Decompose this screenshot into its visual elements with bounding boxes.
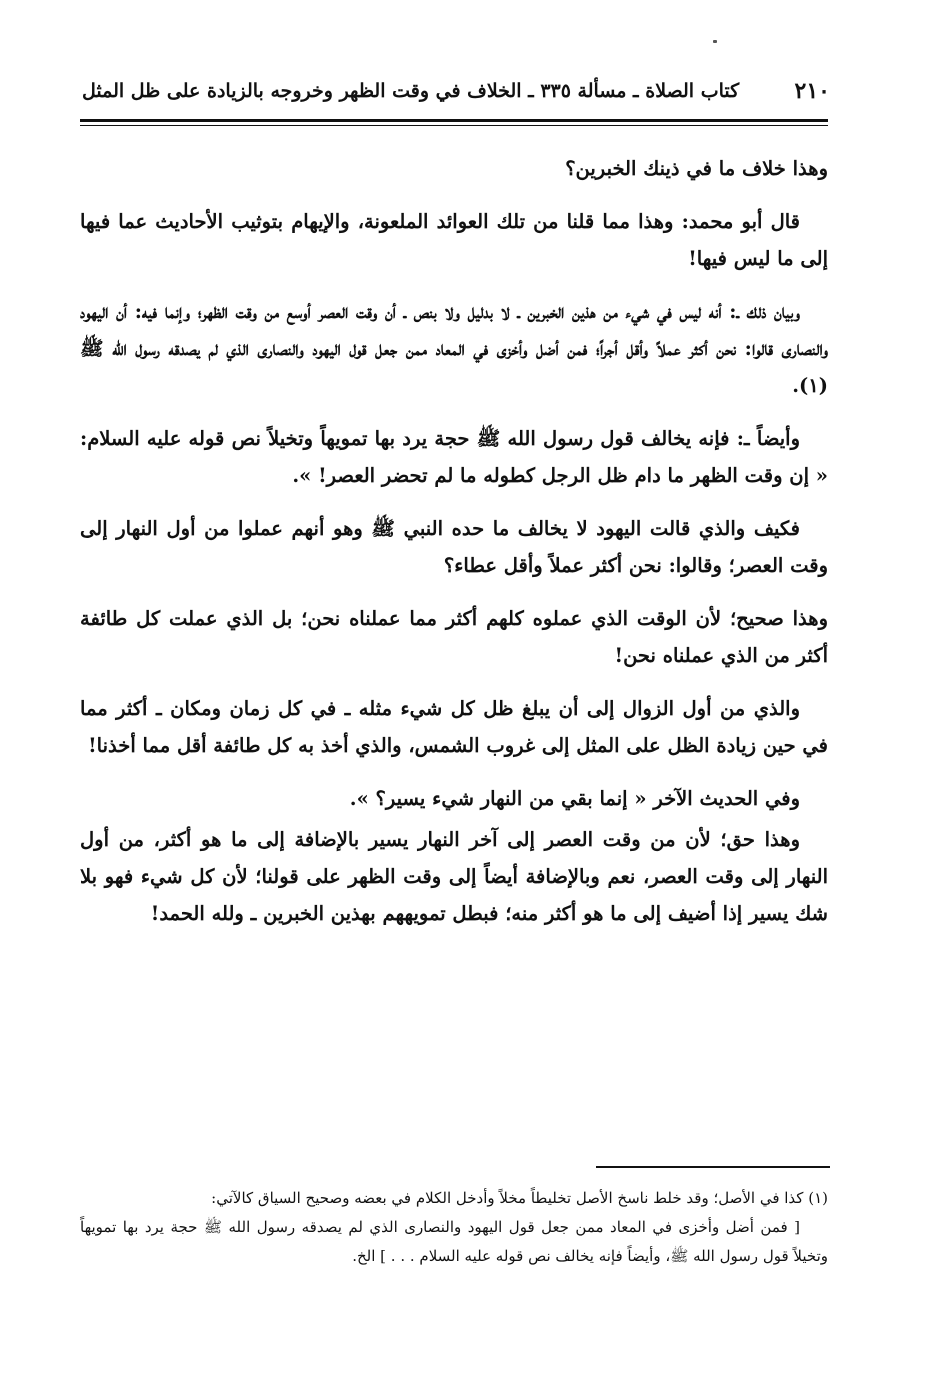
paragraph: وهذا حق؛ لأن من وقت العصر إلى آخر النهار يسير بالإضافة إلى ما هو أكثر، من أول النهار إلى وقت العصر، نعم وبالإضافة أيضاً إلى وقت الظهر على قولنا؛ لأن كل شيء فهو بلا شك يسير إذا أضيف إلى ما هو أكثر منه؛ فبطل تمويههم بهذين الخبرين ـ ولله الحمد! <box>80 828 828 925</box>
paragraph: وأيضاً ـ: فإنه يخالف قول رسول الله ﷺ حجة يرد بها تمويهاً وتخيلاً نص قوله عليه السلام: « إن وقت الظهر ما دام ظل الرجل كطوله ما لم تحضر العصر! ». <box>80 427 828 487</box>
paragraph: وبيان ذلك ـ: أنه ليس في شيء من هذين الخبرين ـ لا بدليل ولا بنص ـ أن وقت العصر أوسع من وقت الظهر؛ وإنما فيه: أن اليهود والنصارى قالوا: نحن أكثر عملاً وأقل أجراً؛ فمن أضل وأخزى في المعاد ممن جعل قول اليهود والنصارى الذي لم يصدقه رسول الله ﷺ (١). <box>80 300 828 397</box>
footnote-line: (١) كذا في الأصل؛ وقد خلط ناسخ الأصل تخليطاً مخلاً وأدخل الكلام في بعضه وصحيح السياق كالآتي: <box>211 1189 828 1207</box>
page-number: ٢١٠ <box>794 78 830 104</box>
paragraph: وفي الحديث الآخر « إنما بقي من النهار شيء يسير؟ ». <box>349 787 800 810</box>
paragraph: وهذا صحيح؛ لأن الوقت الذي عملوه كلهم أكثر مما عملناه نحن؛ بل الذي عملت كل طائفة أكثر من الذي عملناه نحن! <box>80 607 828 667</box>
footnote-separator <box>596 1166 830 1168</box>
header-rule-thick <box>80 119 828 122</box>
page-header <box>82 68 830 114</box>
main-text <box>80 150 828 948</box>
paragraph: وهذا خلاف ما في ذينك الخبرين؟ <box>565 157 828 180</box>
footnote <box>80 1184 828 1271</box>
header-rule-thin <box>80 125 828 126</box>
footnote-line: [ فمن أضل وأخزى في المعاد ممن جعل قول اليهود والنصارى الذي لم يصدقه رسول الله ﷺ حجة يرد بها تمويهاً وتخيلاً قول رسول الله ﷺ، وأيضاً فإنه يخالف نص قوله عليه السلام . . . ] الخ. <box>80 1218 828 1265</box>
paragraph: والذي من أول الزوال إلى أن يبلغ ظل كل شيء مثله ـ في كل زمان ومكان ـ أكثر مما في حين زيادة الظل على المثل إلى غروب الشمس، والذي أخذ به كل طائفة أقل مما أخذنا! <box>80 697 828 757</box>
paragraph: فكيف والذي قالت اليهود لا يخالف ما حده النبي ﷺ وهو أنهم عملوا من أول النهار إلى وقت العصر؛ وقالوا: نحن أكثر عملاً وأقل عطاء؟ <box>80 517 828 577</box>
paragraph: قال أبو محمد: وهذا مما قلنا من تلك العوائد الملعونة، والإيهام بتوثيب الأحاديث عما فيها إلى ما ليس فيها! <box>80 210 828 270</box>
running-title: كتاب الصلاة ـ مسألة ٣٣٥ ـ الخلاف في وقت الظهر وخروجه بالزيادة على ظل المثل <box>82 80 740 102</box>
scan-speck <box>713 40 717 43</box>
